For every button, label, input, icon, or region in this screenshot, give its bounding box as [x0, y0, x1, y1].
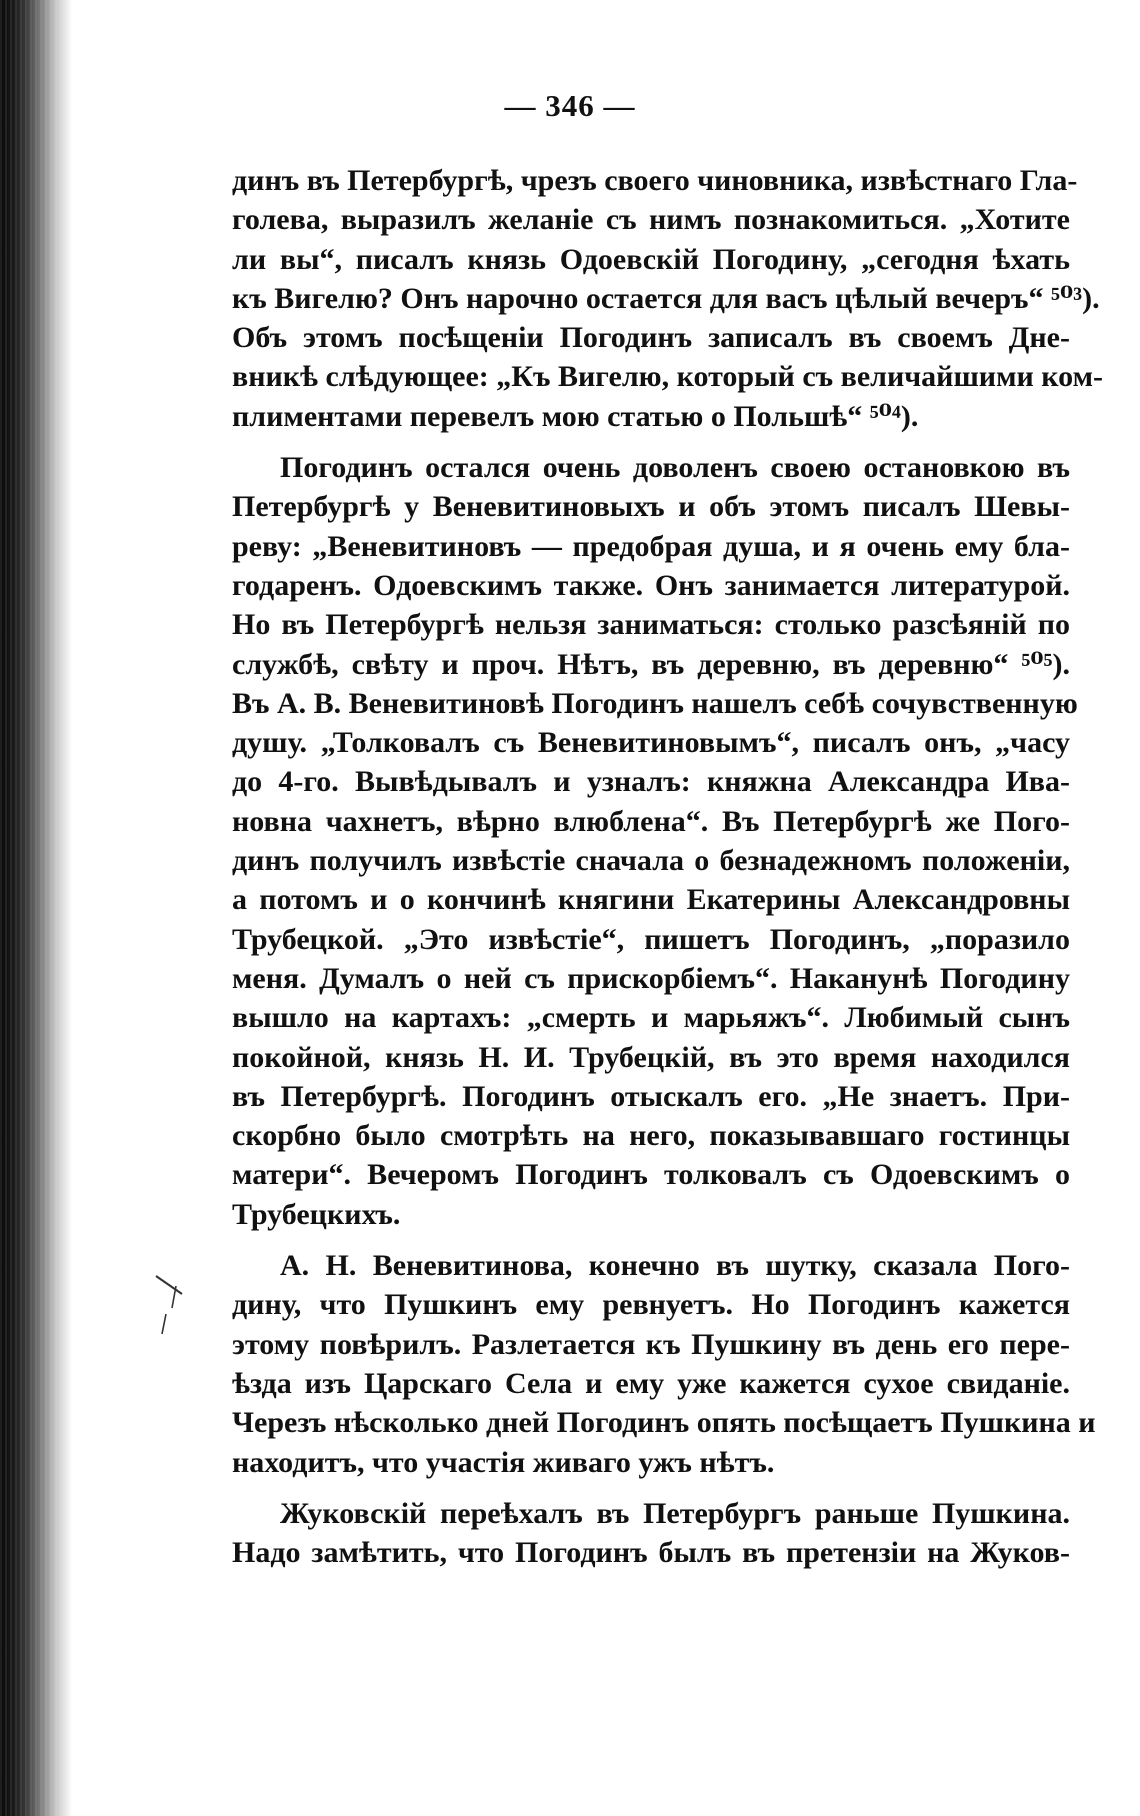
- text-line: плиментами перевелъ мою статью о Польшѣ“ ⁵⁰⁴).: [232, 399, 919, 433]
- text-line: динъ получилъ извѣстіе сначала о безнадежномъ положеніи,: [232, 844, 1070, 878]
- paragraph: [232, 1246, 1096, 1482]
- text-line: Но въ Петербургѣ нельзя заниматься: столько разсѣяній по: [232, 608, 1070, 642]
- text-line: вникѣ слѣдующее: „Къ Вигелю, который съ величайшими ком-: [232, 360, 1104, 394]
- text-line: Въ А. В. Веневитиновѣ Погодинъ нашелъ себѣ сочувственную: [232, 686, 1078, 720]
- text-line: вышло на картахъ: „смерть и марьяжъ“. Любимый сынъ: [232, 1001, 1070, 1035]
- text-line: голева, выразилъ желаніе съ нимъ познакомиться. „Хотите: [232, 203, 1070, 237]
- text-line: А. Н. Веневитинова, конечно въ шутку, сказала Пого-: [280, 1249, 1070, 1283]
- text-line: Петербургѣ у Веневитиновыхъ и объ этомъ писалъ Шевы-: [232, 490, 1070, 524]
- text-line: дину, что Пушкинъ ему ревнуетъ. Но Погодинъ кажется: [232, 1288, 1070, 1322]
- text-line: находитъ, что участія живаго ужъ нѣтъ.: [232, 1445, 775, 1479]
- book-binding-edge: [0, 0, 72, 1816]
- text-line: душу. „Толковалъ съ Веневитиновымъ“, писалъ онъ, „часу: [232, 726, 1070, 760]
- margin-pencil-mark: [152, 1268, 192, 1338]
- text-line: реву: „Веневитиновъ — предобрая душа, и я очень ему бла-: [232, 529, 1070, 563]
- text-line: этому повѣрилъ. Разлетается къ Пушкину въ день его пере-: [232, 1327, 1070, 1361]
- text-line: меня. Думалъ о ней съ прискорбіемъ“. Наканунѣ Погодину: [232, 961, 1070, 995]
- text-line: въ Петербургѣ. Погодинъ отыскалъ его. „Не знаетъ. При-: [232, 1079, 1070, 1113]
- text-line: новна чахнетъ, вѣрно влюблена“. Въ Петербургѣ же Пого-: [232, 804, 1070, 838]
- text-line: годаренъ. Одоевскимъ также. Онъ занимается литературой.: [232, 568, 1070, 602]
- body-text: [232, 161, 1104, 1572]
- text-line: скорбно было смотрѣть на него, показывавшаго гостинцы: [232, 1119, 1070, 1153]
- page-number: — 346 —: [504, 88, 636, 123]
- text-line: къ Вигелю? Онъ нарочно остается для васъ цѣлый вечеръ“ ⁵⁰³).: [232, 281, 1100, 315]
- text-line: ѣзда изъ Царскаго Села и ему уже кажется сухое свиданіе.: [232, 1366, 1070, 1400]
- text-line: до 4-го. Вывѣдывалъ и узналъ: княжна Александра Ива-: [232, 765, 1070, 799]
- text-line: Черезъ нѣсколько дней Погодинъ опять посѣщаетъ Пушкина и: [232, 1406, 1096, 1440]
- text-line: а потомъ и о кончинѣ княгини Екатерины Александровны: [232, 883, 1070, 917]
- text-line: Жуковскій переѣхалъ въ Петербургъ раньше Пушкина.: [280, 1496, 1070, 1530]
- paragraph: [232, 448, 1078, 1234]
- text-line: Погодинъ остался очень доволенъ своею остановкою въ: [280, 451, 1070, 485]
- text-line: Надо замѣтить, что Погодинъ былъ въ претензіи на Жуков-: [232, 1536, 1070, 1570]
- paragraph: [232, 1494, 1070, 1573]
- text-line: Объ этомъ посѣщеніи Погодинъ записалъ въ своемъ Дне-: [232, 321, 1070, 355]
- text-line: матери“. Вечеромъ Погодинъ толковалъ съ Одоевскимъ о: [232, 1158, 1070, 1192]
- text-line: Трубецкой. „Это извѣстіе“, пишетъ Погодинъ, „поразило: [232, 922, 1070, 956]
- paragraph: [232, 161, 1104, 436]
- text-line: динъ въ Петербургѣ, чрезъ своего чиновника, извѣстнаго Гла-: [232, 164, 1078, 197]
- text-line: службѣ, свѣту и проч. Нѣтъ, въ деревню, въ деревню“ ⁵⁰⁵).: [232, 647, 1070, 681]
- text-line: Трубецкихъ.: [232, 1197, 401, 1231]
- text-line: ли вы“, писалъ князь Одоевскій Погодину, „сегодня ѣхать: [232, 242, 1070, 276]
- text-line: покойной, князь Н. И. Трубецкій, въ это время находился: [232, 1040, 1070, 1074]
